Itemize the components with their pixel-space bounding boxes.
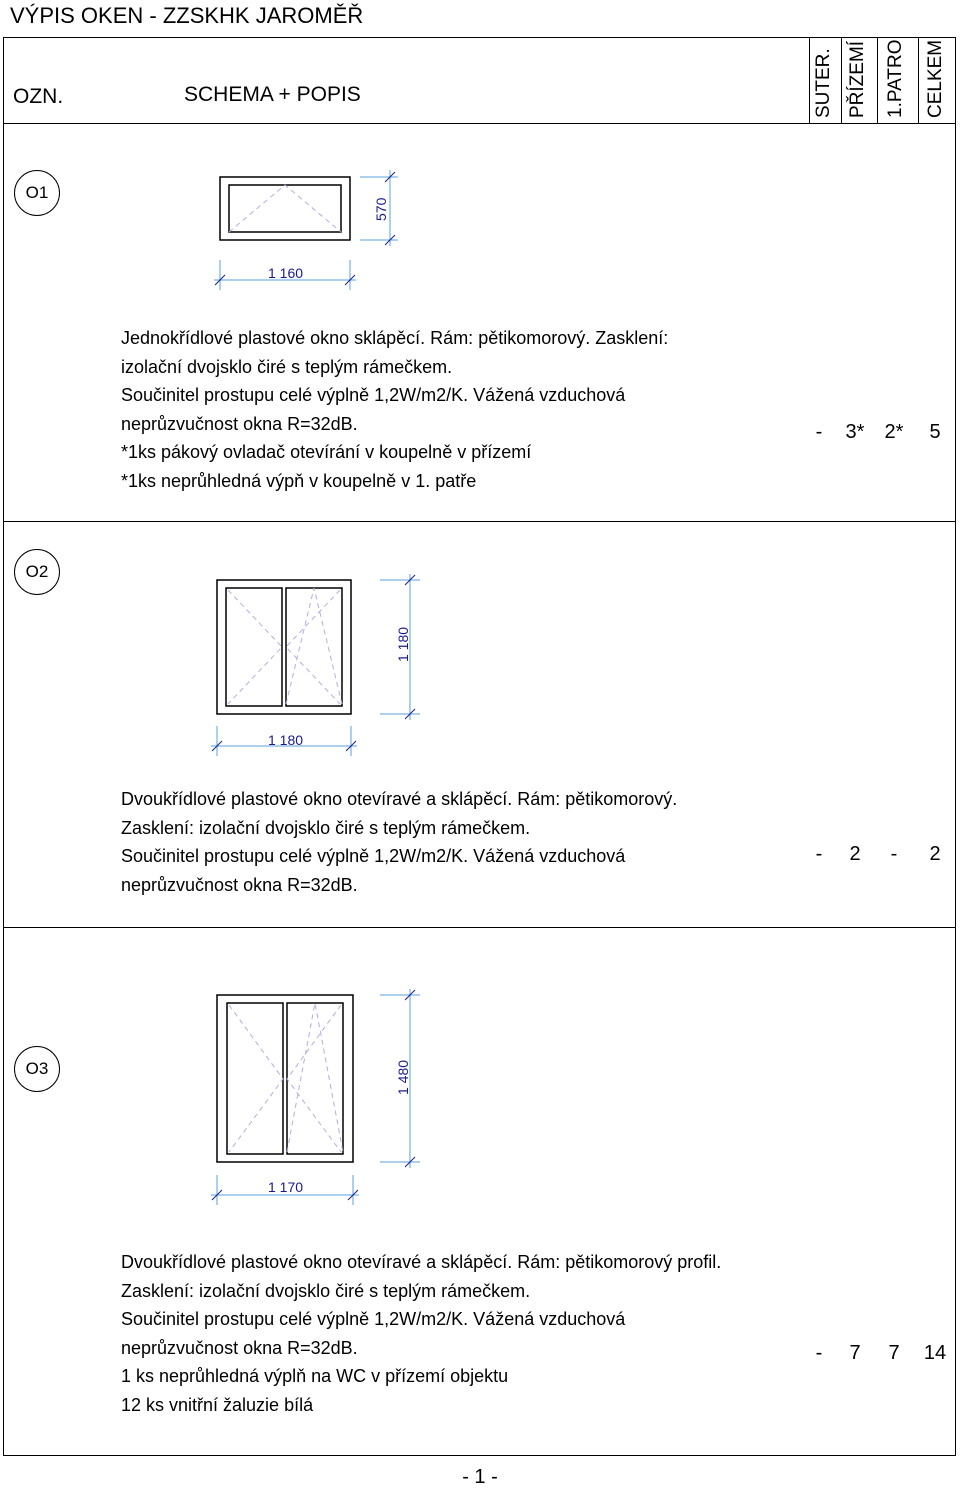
row-label-o3: O3: [14, 1046, 60, 1092]
width-dim: 1 170: [268, 1179, 304, 1195]
count-prizemi: 3*: [845, 421, 865, 443]
count-celkem: 14: [923, 1342, 947, 1364]
description-line: Zasklení: izolační dvojsklo čiré s teplým rámečkem.: [121, 1280, 531, 1301]
count-celkem: 5: [929, 421, 941, 443]
description-line: *1ks neprůhledná výpň v koupelně v 1. patře: [121, 470, 477, 491]
height-dim: 1 180: [395, 626, 411, 662]
window-o3-schematic: [200, 985, 440, 1205]
count-prizemi: 7: [849, 1342, 861, 1364]
header-celkem: CELKEM: [925, 39, 946, 118]
description-line: Jednokřídlové plastové okno sklápěcí. Rám: pětikomorový. Zasklení:: [121, 328, 669, 348]
window-frame: [217, 995, 353, 1162]
row-description-o2: [121, 785, 677, 899]
header-ozn: OZN.: [13, 85, 64, 108]
row-label-o1: O1: [14, 170, 60, 216]
width-dim: 1 180: [268, 732, 304, 748]
header-divider: [4, 123, 955, 124]
description-line: neprůzvučnost okna R=32dB.: [121, 1337, 358, 1358]
row-description-o1: [121, 324, 668, 495]
window-o1-schematic: [200, 160, 420, 300]
opening-hatch: [287, 1003, 343, 1152]
window-sash-right: [286, 588, 342, 706]
count-patro: 7: [888, 1342, 900, 1364]
window-schedule-table: [3, 37, 956, 1456]
height-dim: 570: [373, 197, 389, 221]
description-line: *1ks pákový ovladač otevírání v koupelně v přízemí: [121, 442, 532, 462]
opening-hatch: [286, 588, 342, 704]
description-line: Dvoukřídlové plastové okno otevíravé a sklápěcí. Rám: pětikomorový.: [121, 789, 678, 809]
count-celkem: 2: [929, 843, 941, 865]
window-sash: [229, 185, 341, 232]
row-description-o3: [121, 1248, 721, 1419]
row-divider: [4, 521, 955, 522]
description-line: Součinitel prostupu celé výplně 1,2W/m2/K. Vážená vzduchová: [121, 1309, 626, 1329]
opening-hatch: [286, 590, 340, 704]
count-suter: -: [815, 843, 823, 865]
col-divider: [809, 38, 810, 123]
description-line: 1 ks neprůhledná výplň na WC v přízemí objektu: [121, 1366, 509, 1386]
col-divider: [918, 38, 919, 123]
window-sash-right: [287, 1003, 343, 1154]
document-title: VÝPIS OKEN - ZZSKHK JAROMĚŘ: [10, 3, 364, 28]
description-line: Zasklení: izolační dvojsklo čiré s teplým rámečkem.: [121, 817, 531, 838]
header-patro: 1.PATRO: [885, 39, 906, 118]
count-patro: -: [890, 843, 898, 865]
window-sash-left: [226, 588, 282, 706]
height-dim: 1 480: [395, 1059, 411, 1095]
width-dim: 1 160: [268, 265, 304, 281]
description-line: Součinitel prostupu celé výplně 1,2W/m2/K. Vážená vzduchová: [121, 385, 626, 405]
opening-hatch: [287, 1005, 341, 1152]
opening-hatch: [228, 590, 282, 704]
row-divider: [4, 927, 955, 928]
window-frame: [220, 177, 350, 240]
opening-hatch: [229, 1005, 283, 1152]
window-o2-schematic: [200, 570, 440, 760]
header-suter: SUTER.: [813, 48, 834, 118]
header-prizemi: PŘÍZEMÍ: [847, 40, 868, 118]
description-line: neprůzvučnost okna R=32dB.: [121, 874, 358, 895]
description-line: Součinitel prostupu celé výplně 1,2W/m2/K. Vážená vzduchová: [121, 846, 626, 866]
description-line: 12 ks vnitřní žaluzie bílá: [121, 1394, 314, 1415]
header-schema: SCHEMA + POPIS: [184, 83, 361, 106]
row-label-o2: O2: [14, 549, 60, 595]
page-number: - 1 -: [462, 1466, 498, 1488]
count-suter: -: [815, 421, 823, 443]
opening-hatch: [229, 185, 341, 232]
count-suter: -: [815, 1342, 823, 1364]
description-line: Dvoukřídlové plastové okno otevíravé a sklápěcí. Rám: pětikomorový profil.: [121, 1252, 722, 1272]
count-prizemi: 2: [849, 843, 861, 865]
col-divider: [841, 38, 842, 123]
col-divider: [877, 38, 878, 123]
description-line: izolační dvojsklo čiré s teplým rámečkem.: [121, 356, 453, 377]
description-line: neprůzvučnost okna R=32dB.: [121, 413, 358, 434]
window-sash-left: [227, 1003, 283, 1154]
count-patro: 2*: [884, 421, 904, 443]
